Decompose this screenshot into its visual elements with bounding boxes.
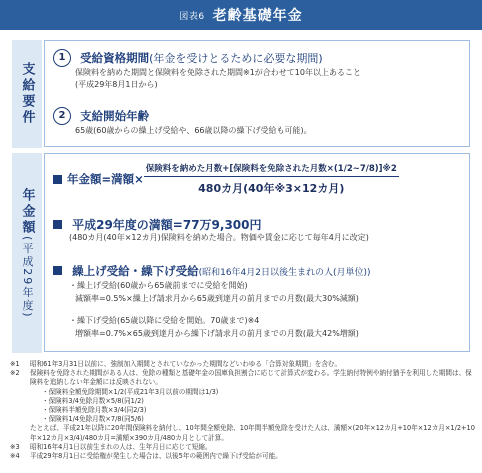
formula-denominator: 480カ月(40年※3×12カ月) bbox=[198, 182, 345, 195]
requirements-panel bbox=[44, 40, 470, 147]
formula-label: 年金額=満額× bbox=[67, 172, 144, 186]
adjusted-heading-note: (昭和16年4月2日以後生まれの人(月単位)) bbox=[198, 268, 371, 278]
full-amount-heading: 平成29年度の満額=77万9,300円 bbox=[72, 218, 262, 232]
footnote-2-list-4: ・保険料1/4免除月数×7/8(同5/6) bbox=[42, 415, 144, 424]
side-label-requirements: 支給要件 bbox=[12, 40, 42, 148]
figure-title: 老齢基礎年金 bbox=[212, 8, 303, 24]
footnote-2-list-1: ・保険料全額免除期間×1/2(平成21年3月以前の期間は1/3) bbox=[42, 387, 219, 396]
footnote-3: ※3 昭和16年4月1日以前生まれの人は、生年月日に応じて短縮。 bbox=[10, 442, 212, 451]
circle-number-1: 1 bbox=[53, 49, 71, 67]
footnote-2: ※2 保険料を免除された期間がある人は、免除の種類と基礎年金の国庫負担割合に応じて計算式が変わる。学生納付特例や納付猶予を利用した期間は、保険料を追納しない年金額には反映されない。 bbox=[10, 369, 472, 387]
early-receipt: ・繰上げ受給(60歳から65歳前までに受給を開始) 減額率=0.5%×繰上げ請求月から65歳到達月の前月までの月数(最大30%減額) bbox=[69, 281, 359, 303]
footnote-2-list-2: ・保険料3/4免除月数×5/8(同1/2) bbox=[42, 396, 144, 405]
requirement-item-1 bbox=[53, 47, 323, 67]
requirement-heading: 受給資格期間 bbox=[80, 51, 150, 65]
footnote-4: ※4 平成29年8月1日に受給権が発生した場合は、以後5年の範囲内で繰下げ受給が可能。 bbox=[10, 452, 282, 461]
square-bullet-icon bbox=[53, 266, 62, 275]
square-bullet-icon bbox=[53, 220, 62, 229]
footnote-2-example: たとえば、平成21年以降に20年間保険料を納付し、10年間全額免除、10年間半額免除を受けた人は、満額×(20年×12カ月+10年×12カ月×1/2+10年×12カ月×3/4)/480カ月=満額×390カ月/480カ月として計算。 bbox=[30, 424, 475, 442]
requirement-heading-note: (年金を受けとるために必要な期間) bbox=[149, 52, 323, 65]
amount-formula bbox=[53, 162, 399, 196]
figure-number: 図表6 bbox=[179, 11, 205, 22]
figure-title-bar bbox=[0, 0, 482, 30]
adjusted-heading: 繰上げ受給・繰下げ受給 bbox=[72, 264, 199, 278]
footnote-1: ※1 昭和61年3月31日以前に、強制加入期間とされていなかった期間などいわゆる「合算対象期間」を含む。 bbox=[10, 360, 342, 368]
amount-panel bbox=[44, 153, 470, 352]
side-label-amount: 年金額 (平成29年度) bbox=[12, 153, 42, 353]
start-age-heading: 支給開始年齢 bbox=[80, 109, 150, 123]
requirement-item-2 bbox=[53, 105, 149, 125]
formula-fraction bbox=[144, 162, 399, 196]
formula-numerator: 保険料を納めた月数+[保険料を免除された月数×(1/2~7/8)]※2 bbox=[144, 162, 399, 177]
full-amount-note: (480カ月(40年×12カ月)保険料を納めた場合。物価や賃金に応じて毎年4月に改定) bbox=[69, 233, 369, 242]
deferred-receipt: ・繰下げ受給(65歳以降に受給を開始。70歳まで)※4 増額率=0.7%×65歳到達月から繰下げ請求月の前月までの月数(最大42%増額) bbox=[69, 316, 359, 338]
requirement-detail: 保険料を納めた期間と保険料を免除された期間※1が合わせて10年以上あること (平成29年8月1日から) bbox=[75, 68, 361, 89]
square-bullet-icon bbox=[53, 175, 62, 184]
footnotes bbox=[10, 360, 475, 461]
adjusted-receipt bbox=[53, 260, 371, 279]
start-age-detail: 65歳(60歳からの繰上げ受給や、66歳以降の繰下げ受給も可能)。 bbox=[75, 126, 312, 135]
circle-number-2: 2 bbox=[53, 107, 71, 125]
full-amount bbox=[53, 214, 262, 233]
footnote-2-list-3: ・保険料半額免除月数×3/4(同2/3) bbox=[42, 406, 147, 415]
